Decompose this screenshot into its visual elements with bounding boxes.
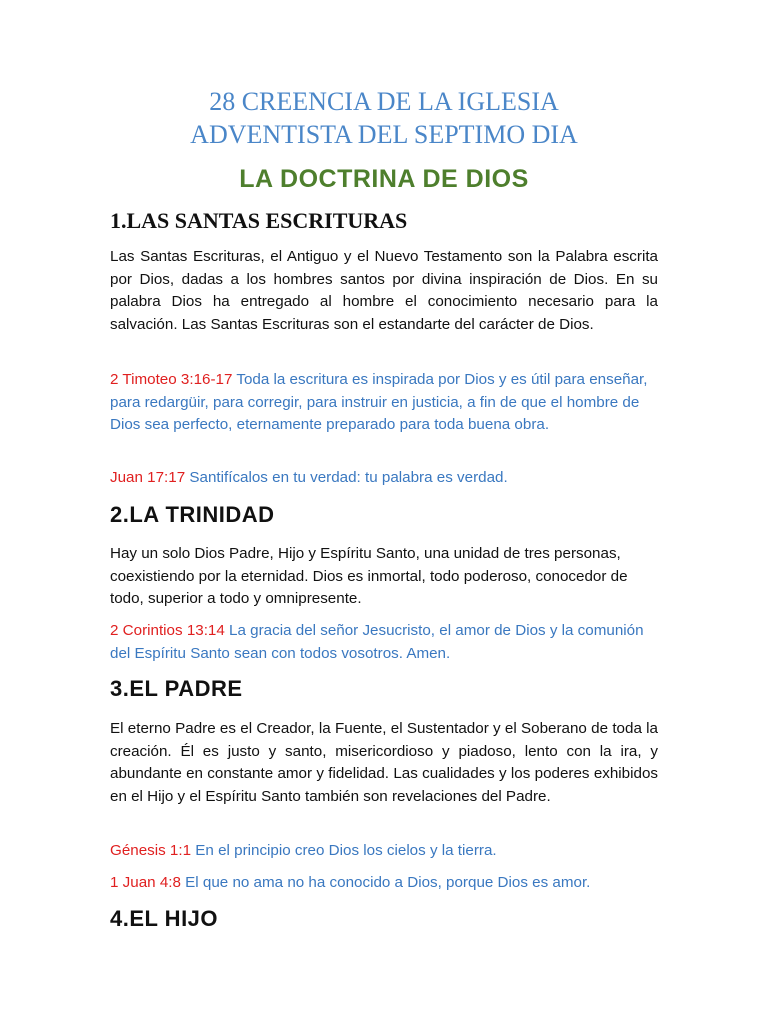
- verse-reference: 1 Juan 4:8: [110, 874, 181, 891]
- verse-corintios: [110, 620, 658, 665]
- verse-1-juan: [110, 872, 658, 895]
- section-paragraph-escrituras: Las Santas Escrituras, el Antiguo y el Nuevo Testamento son la Palabra escrita por Dios, dadas a los hombres santos por divina inspiración de Dios. En su palabra Dios ha entregado al hombre el conocimiento necesario para la salvación. Las Santas Escrituras son el estandarte del carácter de Dios.: [110, 248, 658, 333]
- section-paragraph-trinidad: Hay un solo Dios Padre, Hijo y Espíritu Santo, una unidad de tres personas, coexistiendo por la eternidad. Dios es inmortal, todo poderoso, conocedor de todo, superior a todo y omnipresente.: [110, 545, 628, 607]
- section-heading-hijo: 4.EL HIJO: [110, 906, 219, 931]
- section-heading-trinidad: 2.LA TRINIDAD: [110, 502, 275, 527]
- verse-reference: Génesis 1:1: [110, 842, 192, 859]
- verse-text: El que no ama no ha conocido a Dios, porque Dios es amor.: [180, 874, 591, 891]
- verse-text: En el principio creo Dios los cielos y la tierra.: [191, 842, 497, 859]
- section-paragraph-padre: El eterno Padre es el Creador, la Fuente, el Sustentador y el Soberano de toda la creación. Él es justo y santo, misericordioso y piadoso, lento con la ira, y abundante en constante amor y fidelidad. Las cualidades y los poderes exhibidos en el Hijo y el Espíritu Santo también son revelaciones del Padre.: [110, 720, 658, 805]
- verse-text: Toda la escritura es inspirada por Dios y es útil para enseñar, para redargüir, para corregir, para instruir en justicia, a fin de que el hombre de Dios sea perfecto, eternamente preparado para toda buena obra.: [110, 371, 648, 433]
- verse-genesis: [110, 840, 658, 863]
- section-heading-escrituras: 1.LAS SANTAS ESCRITURAS: [110, 208, 408, 233]
- verse-reference: 2 Timoteo 3:16-17: [110, 371, 233, 388]
- section-heading-padre: 3.EL PADRE: [110, 676, 243, 701]
- document-subtitle: LA DOCTRINA DE DIOS: [239, 165, 529, 193]
- verse-reference: Juan 17:17: [110, 469, 186, 486]
- verse-timoteo: [110, 369, 658, 437]
- document-title-line1: 28 CREENCIA DE LA IGLESIA: [209, 87, 559, 116]
- verse-juan: [110, 467, 658, 490]
- verse-text: Santifícalos en tu verdad: tu palabra es verdad.: [185, 469, 508, 486]
- document-title-line2: ADVENTISTA DEL SEPTIMO DIA: [190, 120, 578, 149]
- verse-text: La gracia del señor Jesucristo, el amor de Dios y la comunión del Espíritu Santo sean con todos vosotros. Amen.: [110, 622, 644, 662]
- verse-reference: 2 Corintios 13:14: [110, 622, 225, 639]
